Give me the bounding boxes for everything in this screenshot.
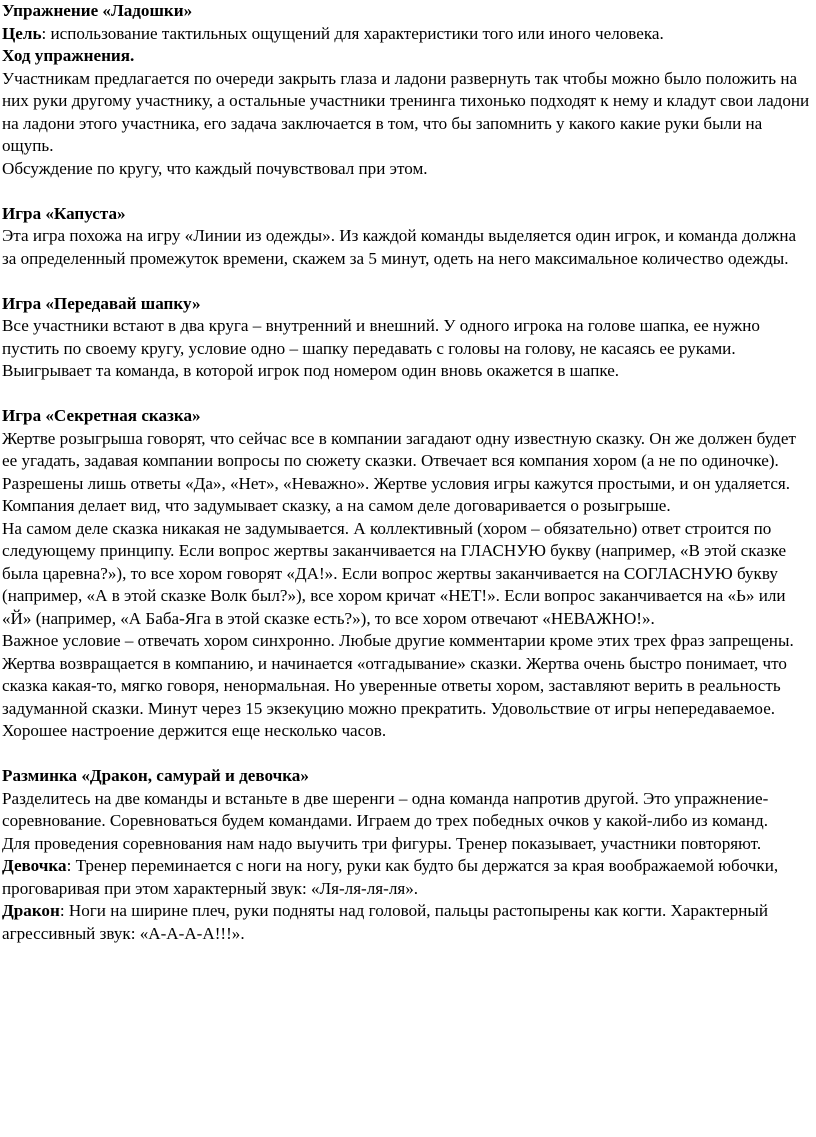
spacer [2, 743, 812, 766]
paragraph: Разделитесь на две команды и встаньте в две шеренги – одна команда напротив другой. Это упражнение-соревнование. Соревноваться будем командами. Играем до трех победных очков у какой-либо из команд. [2, 788, 769, 830]
paragraph: Важное условие – отвечать хором синхронно. Любые другие комментарии кроме этих трех фраз запрещены. Жертва возвращается в компанию, и начинается «отгадывание» сказки. Жертва очень быстро понимает, что сказка какая-то, мягко говоря, ненормальная. Но уверенные ответы хором, заставляют верить в реальность задуманной сказки. Минут через 15 экзекуцию можно прекратить. Удовольствие от игры непередаваемое. Хорошее настроение держится еще несколько часов. [2, 631, 794, 740]
goal-text: : использование тактильных ощущений для характеристики того или иного человека. [41, 23, 664, 43]
paragraph: Для проведения соревнования нам надо выучить три фигуры. Тренер показывает, участники повторяют. [2, 833, 762, 853]
dragon-paragraph [2, 900, 812, 945]
paragraph: На самом деле сказка никакая не задумывается. А коллективный (хором – обязательно) ответ строится по следующему принципу. Если вопрос жертвы заканчивается на ГЛАСНУЮ букву (например, «В этой сказке была царевна?»), то все хором говорят «ДА!». Если вопрос жертвы заканчивается на СОГЛАСНУЮ букву (например, «А в этой сказке Волк был?»), все хором кричат «НЕТ!». Если вопрос заканчивается на «Ь» или «Й» (например, «А Баба-Яга в этой сказке есть?»), то все хором отвечают «НЕВАЖНО!». [2, 518, 787, 628]
paragraph: Все участники встают в два круга – внутренний и внешний. У одного игрока на голове шапка, ее нужно пустить по своему кругу, условие одно – шапку передавать с головы на голову, не касаясь ее руками. Выигрывает та команда, в которой игрок под номером один вновь окажется в шапке. [2, 316, 760, 380]
girl-text: : Тренер переминается с ноги на ногу, руки как будто бы держатся за края воображаемой юбочки, проговаривая при этом характерный звук: «Ля-ля-ля-ля». [2, 856, 779, 898]
paragraph: Жертве розыгрыша говорят, что сейчас все в компании загадают одну известную сказку. Он же должен будет ее угадать, задавая компании вопросы по сюжету сказки. Отвечает вся компания хором (а не по одиночке). Разрешены лишь ответы «Да», «Нет», «Неважно». Жертве условия игры кажутся простыми, и он удаляется. Компания делает вид, что задумывает сказку, а на самом деле договаривается о розыгрыше. [2, 428, 796, 515]
goal-paragraph [2, 23, 812, 46]
section-title-ladoshki: Упражнение «Ладошки» [2, 1, 193, 20]
spacer [2, 180, 812, 203]
section-title-razminka: Разминка «Дракон, самурай и девочка» [2, 766, 309, 785]
spacer [2, 383, 812, 406]
dragon-label: Дракон [2, 901, 60, 920]
section-title-kapusta: Игра «Капуста» [2, 203, 126, 223]
process-title: Ход упражнения. [2, 46, 135, 65]
goal-label: Цель [2, 23, 42, 43]
paragraph: Участникам предлагается по очереди закрыть глаза и ладони развернуть так чтобы можно было положить на них руки другому участнику, а остальные участники тренинга тихонько подходят к нему и кладут свои ладони на ладони этого участника, его задача заключается в том, что бы запомнить у какого какие руки были на ощупь. [2, 68, 810, 155]
section-title-skazka: Игра «Секретная сказка» [2, 406, 201, 425]
section-title-shapka: Игра «Передавай шапку» [2, 293, 201, 313]
paragraph: Эта игра похожа на игру «Линии из одежды». Из каждой команды выделяется один игрок, и команда должна за определенный промежуток времени, скажем за 5 минут, одеть на него максимальное количество одежды. [2, 226, 797, 268]
girl-label: Девочка [2, 856, 67, 875]
girl-paragraph [2, 855, 812, 900]
dragon-text: : Ноги на ширине плеч, руки подняты над головой, пальцы растопырены как когти. Характерный агрессивный звук: «А-А-А-А!!!». [2, 901, 769, 943]
spacer [2, 270, 812, 293]
paragraph: Обсуждение по кругу, что каждый почувствовал при этом. [2, 158, 428, 178]
